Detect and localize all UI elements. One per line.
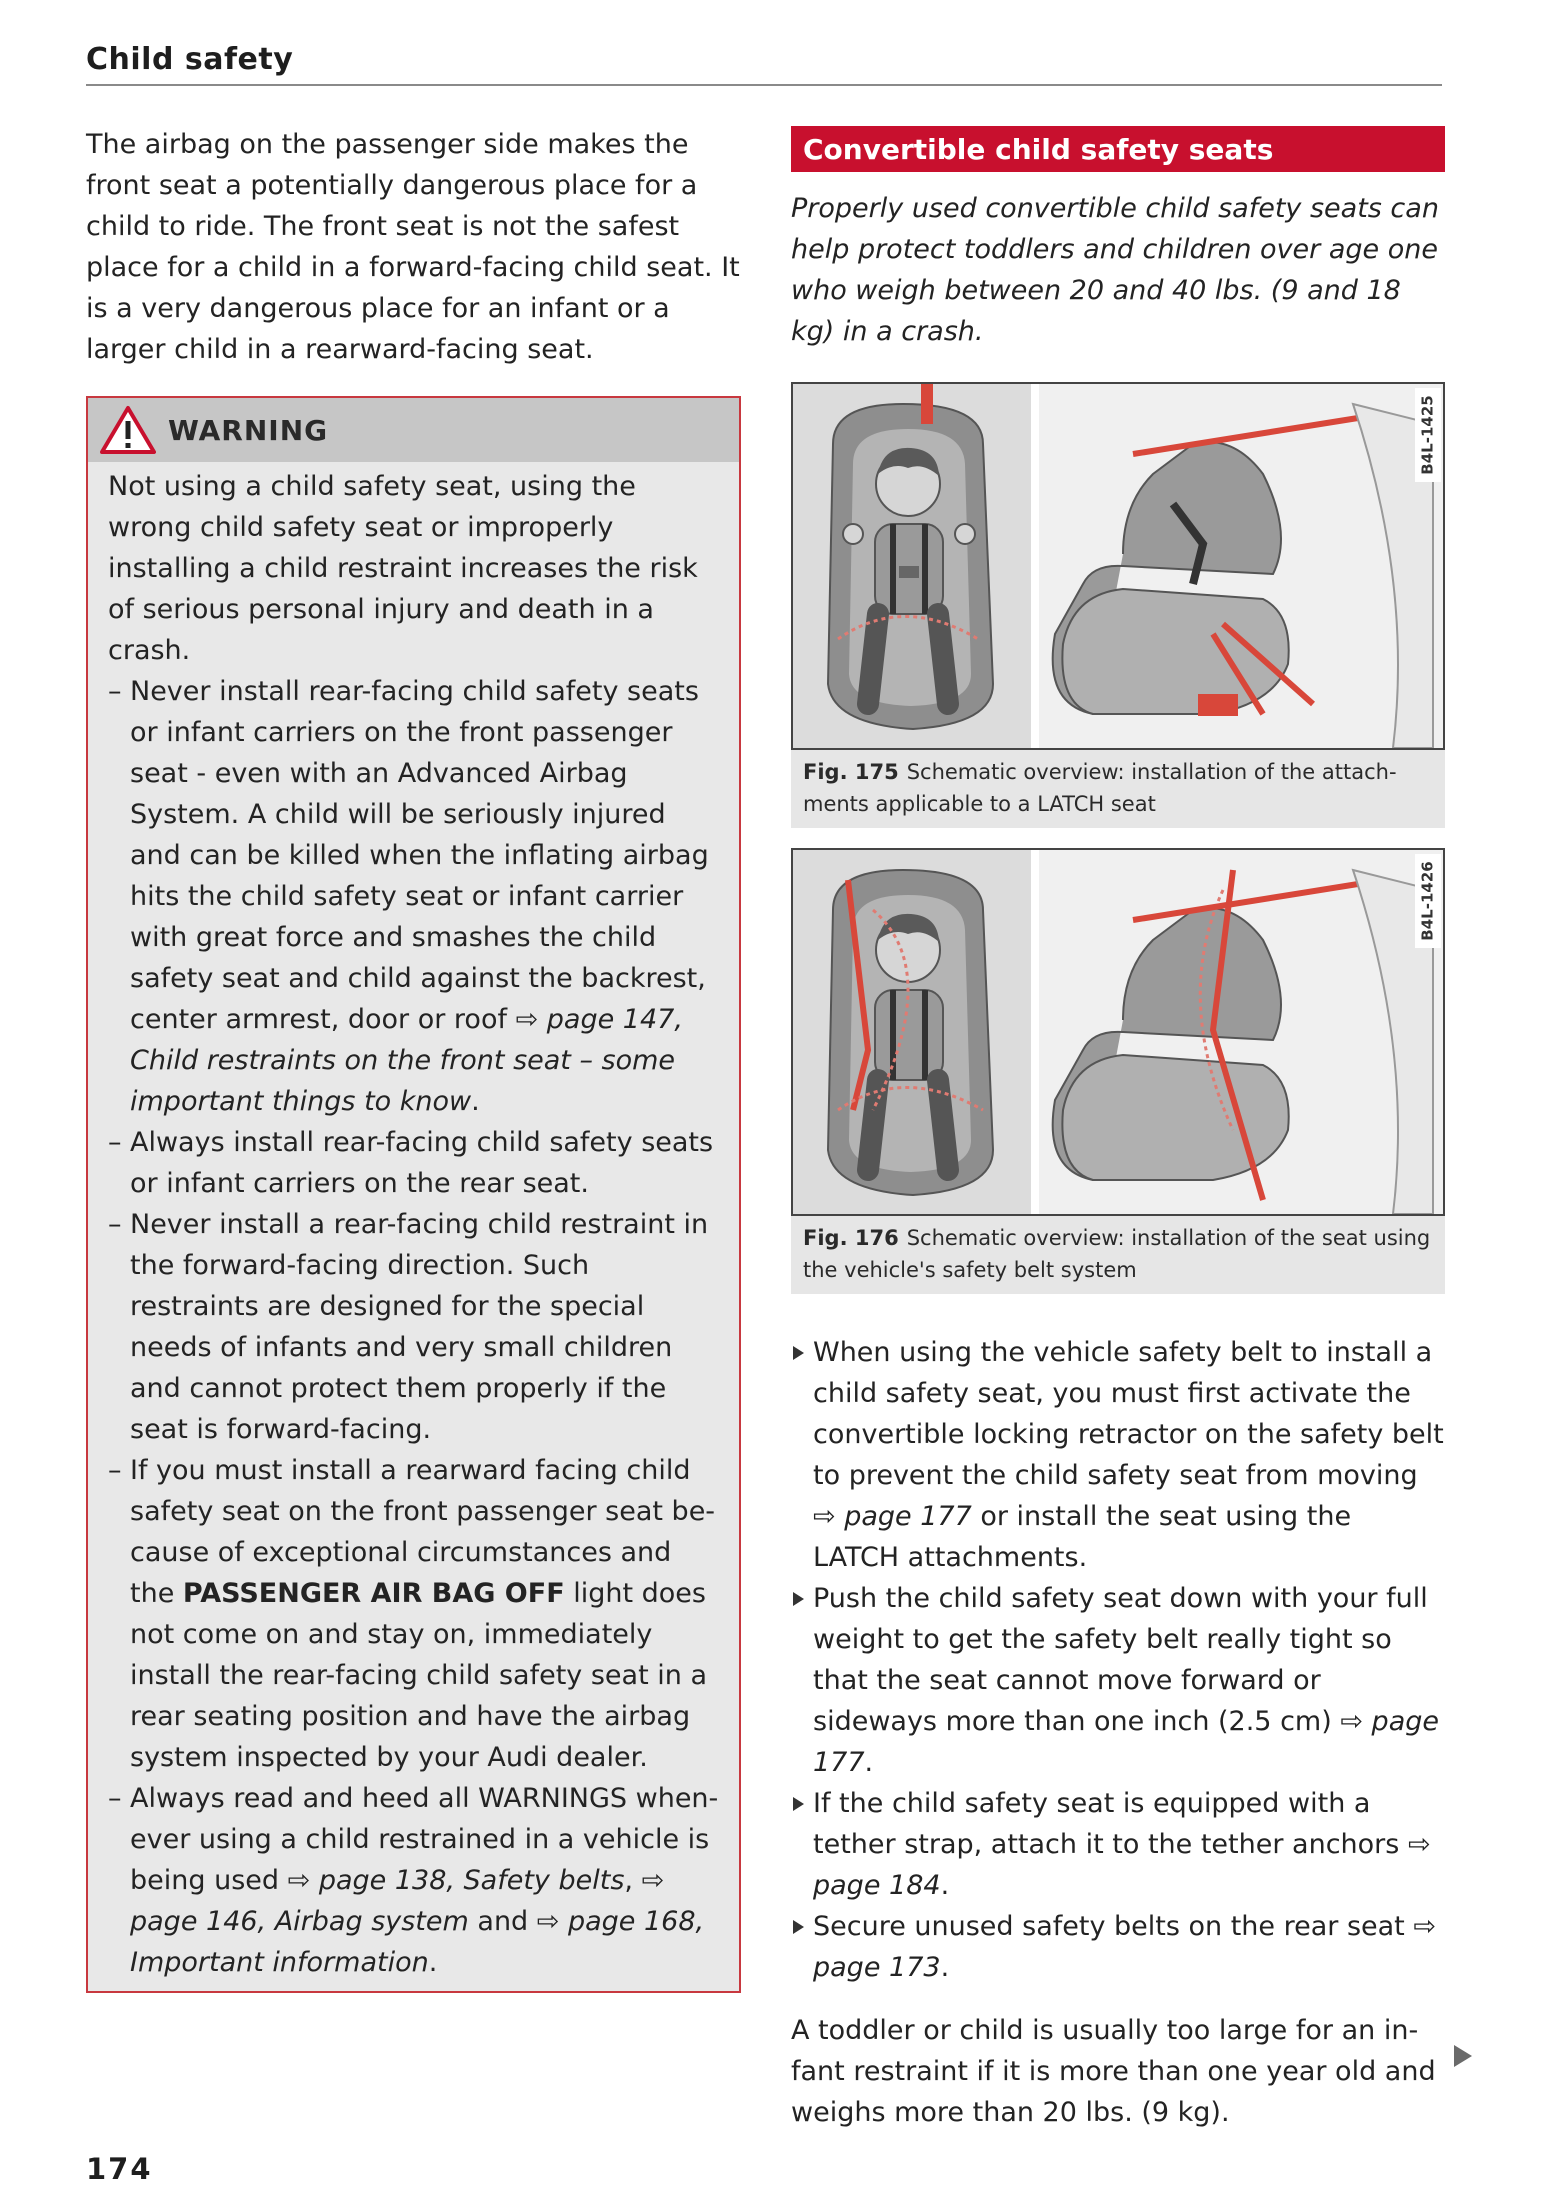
section-intro: Properly used convertible child safety seats can help protect toddlers and children over age one who weigh between 20 and 40 lbs. (9 and 18 kg) in a crash.	[791, 193, 1439, 347]
warning-item: – Never install a rear-facing child restraint in the forward-facing direction. Such restraints are designed for the special needs of infants and very small children and cannot protect them properly if the seat is forward-facing.	[108, 1204, 719, 1450]
instruction-step: If the child safety seat is equipped with a tether strap, attach it to the tether anchors ⇨ page 184.	[791, 1783, 1445, 1906]
warning-item: – Never install rear-facing child safety seats or infant carriers on the front passenger seat - even with an Advanced Airbag System. A child will be seriously injured and can be killed when the inflating airbag hits the child safety seat or infant carrier with great force and smashes the child safety seat and child against the backrest, center armrest, door or roof ⇨ page 147, Child restraints on the front seat – some important things to know.	[108, 671, 719, 1122]
figure-175	[791, 382, 1445, 828]
instruction-step: Push the child safety seat down with your full weight to get the safety belt really tight so that the seat cannot move forward or sideways more than one inch (2.5 cm) ⇨ page 177.	[791, 1578, 1445, 1783]
warning-box	[86, 396, 741, 1993]
warning-title: WARNING	[168, 413, 329, 447]
page-reference-link[interactable]: ⇨ page 177	[813, 1501, 972, 1532]
warning-item: – Always install rear-facing child safety seats or infant carriers on the rear seat.	[108, 1122, 719, 1204]
continue-arrow-icon	[1454, 2045, 1472, 2067]
instruction-step: When using the vehicle safety belt to install a child safety seat, you must first activate the convertible locking retractor on the safety belt to prevent the child safety seat from moving ⇨ page 177 or install the seat using the LATCH attachments.	[791, 1332, 1445, 1578]
figure-176-code: B4L-1426	[1415, 854, 1441, 948]
warning-triangle-icon	[100, 405, 156, 455]
page-reference-link[interactable]: ⇨ page 147, Child restraints on the front seat – some important things to know	[130, 1004, 683, 1117]
page-reference-link[interactable]: ⇨ page 173	[813, 1911, 1436, 1983]
page-header-title: Child safety	[86, 42, 294, 77]
page-reference-link[interactable]: ⇨ page 138, Safety belts	[287, 1865, 625, 1896]
warning-item: – If you must install a rearward facing child safety seat on the front passenger seat be-cause of exceptional circumstances and the PASSENGER AIR BAG OFF light does not come on and stay on, immediately install the rear-facing child safety seat in a rear seating position and have the airbag system inspected by your Audi dealer.	[108, 1450, 719, 1778]
page-reference-link[interactable]: ⇨ page 184	[813, 1829, 1431, 1901]
instruction-step: Secure unused safety belts on the rear seat ⇨ page 173.	[791, 1906, 1445, 1988]
warning-item: – Always read and heed all WARNINGS when-ever using a child restrained in a vehicle is being used ⇨ page 138, Safety belts, ⇨ page 146, Airbag system and ⇨ page 168, Important information.	[108, 1778, 719, 1983]
section-heading: Convertible child safety seats	[791, 126, 1445, 172]
warning-lead-text: Not using a child safety seat, using the wrong child safety seat or improperly installing a child restraint increases the risk of serious personal injury and death in a crash.	[108, 471, 698, 666]
figure-175-image	[791, 382, 1445, 750]
page-reference-link[interactable]: ⇨ page 177	[813, 1706, 1439, 1778]
instruction-steps	[791, 1332, 1445, 1988]
figure-175-caption: Fig. 175 Schematic overview: installation of the attach-ments applicable to a LATCH seat	[791, 750, 1445, 828]
figure-176-caption: Fig. 176 Schematic overview: installation of the seat using the vehicle's safety belt system	[791, 1216, 1445, 1294]
warning-header	[88, 398, 739, 462]
page-reference-link[interactable]: ⇨ page 146, Airbag system	[130, 1865, 665, 1937]
page-number: 174	[86, 2152, 153, 2186]
airbag-off-label: PASSENGER AIR BAG OFF	[182, 1578, 565, 1609]
left-column	[86, 124, 741, 1993]
figure-176-image	[791, 848, 1445, 1216]
closing-paragraph: A toddler or child is usually too large for an in-fant restraint if it is more than one year old and weighs more than 20 lbs. (9 kg).	[791, 2015, 1436, 2128]
header-divider	[86, 84, 1442, 86]
airbag-intro-paragraph: The airbag on the passenger side makes the front seat a potentially dangerous place for a child to ride. The front seat is not the safest place for a child in a forward-facing child seat. It is a very dangerous place for an infant or a larger child in a rearward-facing seat.	[86, 129, 740, 365]
figure-176	[791, 848, 1445, 1294]
page-reference-link[interactable]: ⇨ page 168, Important information	[130, 1906, 705, 1978]
figure-number: Fig. 175	[803, 760, 899, 784]
warning-body	[88, 462, 739, 1991]
latch-seat-illustration	[793, 384, 1443, 748]
belt-seat-illustration	[793, 850, 1443, 1214]
figure-175-code: B4L-1425	[1415, 388, 1441, 482]
right-column	[791, 126, 1445, 2160]
figure-number: Fig. 176	[803, 1226, 899, 1250]
warning-list	[108, 671, 719, 1983]
